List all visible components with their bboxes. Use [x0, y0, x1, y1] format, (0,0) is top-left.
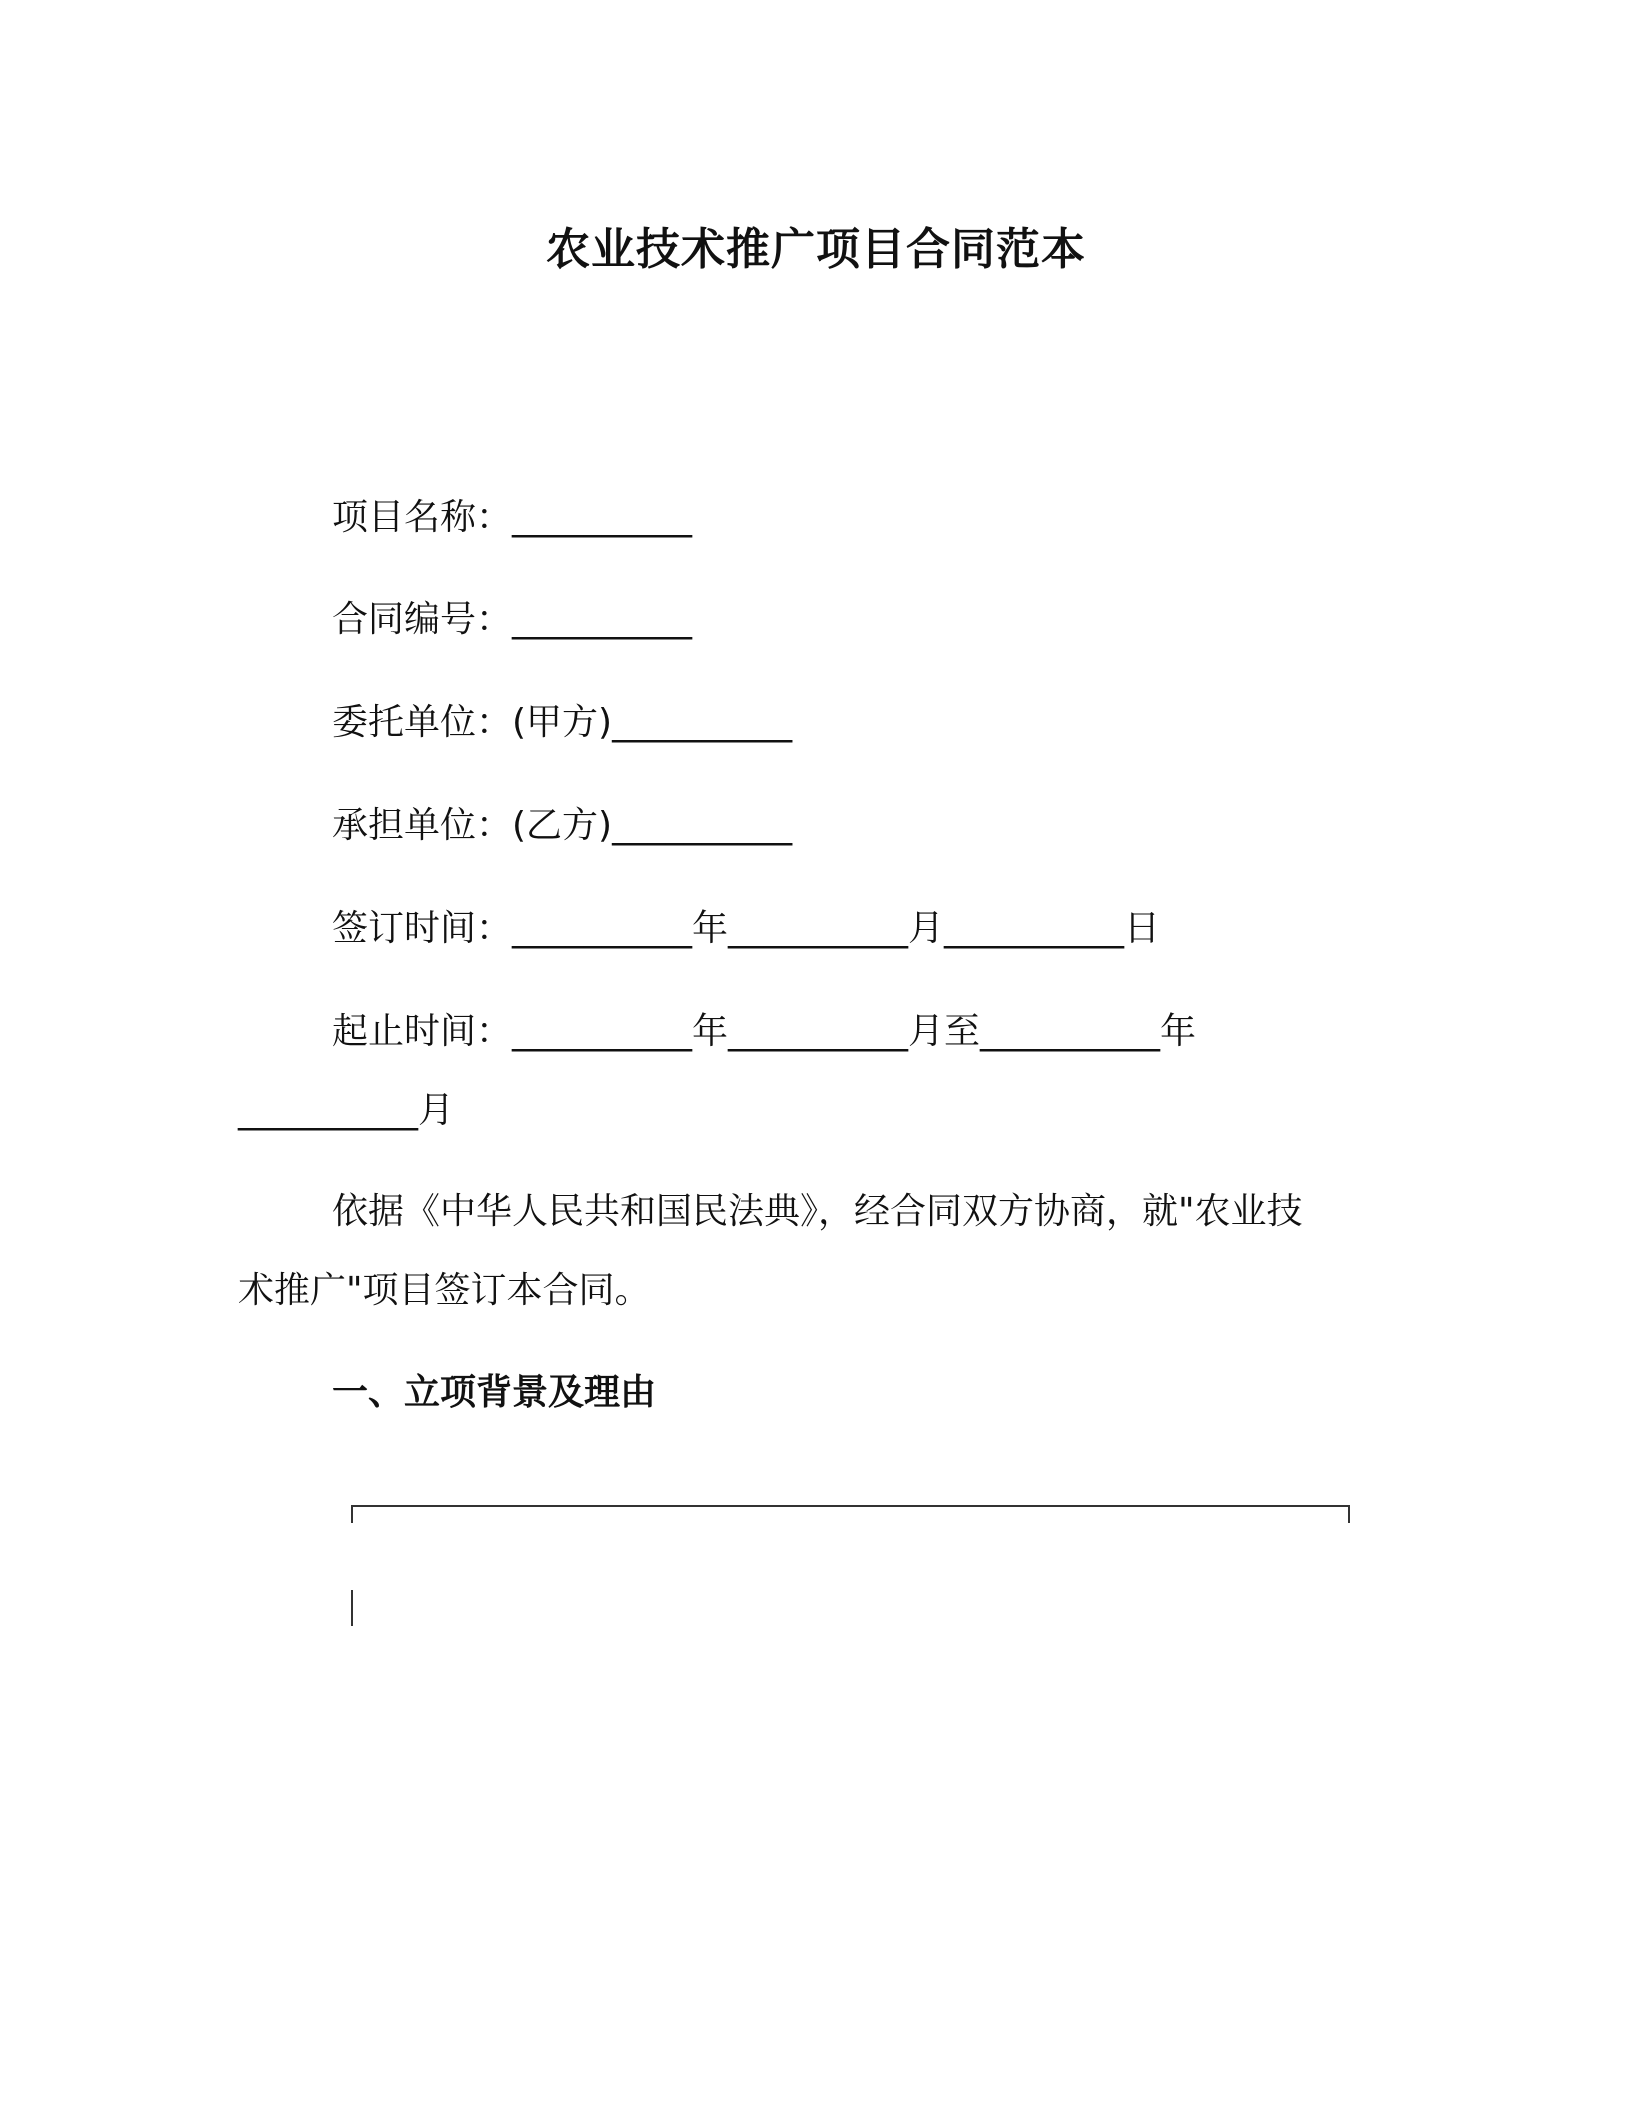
- field-period-line-2: __________月: [238, 1090, 455, 1131]
- field-client-party-a: 委托单位：(甲方)__________: [332, 702, 793, 743]
- field-contract-number: 合同编号：__________: [332, 599, 693, 640]
- field-contractor-party-b: 承担单位：(乙方)__________: [332, 805, 793, 846]
- intro-paragraph-line-1: 依据《中华人民共和国民法典》，经合同双方协商，就"农业技: [332, 1191, 1303, 1232]
- table-border-top: [351, 1505, 1350, 1523]
- document-title: 农业技术推广项目合同范本: [546, 224, 1086, 275]
- field-sign-date: 签订时间：__________年__________月__________日: [332, 908, 1161, 949]
- field-project-name: 项目名称：__________: [332, 497, 693, 538]
- table-border-left: [351, 1590, 353, 1626]
- intro-paragraph-line-2: 术推广"项目签订本合同。: [238, 1270, 651, 1311]
- field-period-line-1: 起止时间：__________年__________月至__________年: [332, 1011, 1197, 1052]
- section-1-heading: 一、立项背景及理由: [332, 1372, 657, 1413]
